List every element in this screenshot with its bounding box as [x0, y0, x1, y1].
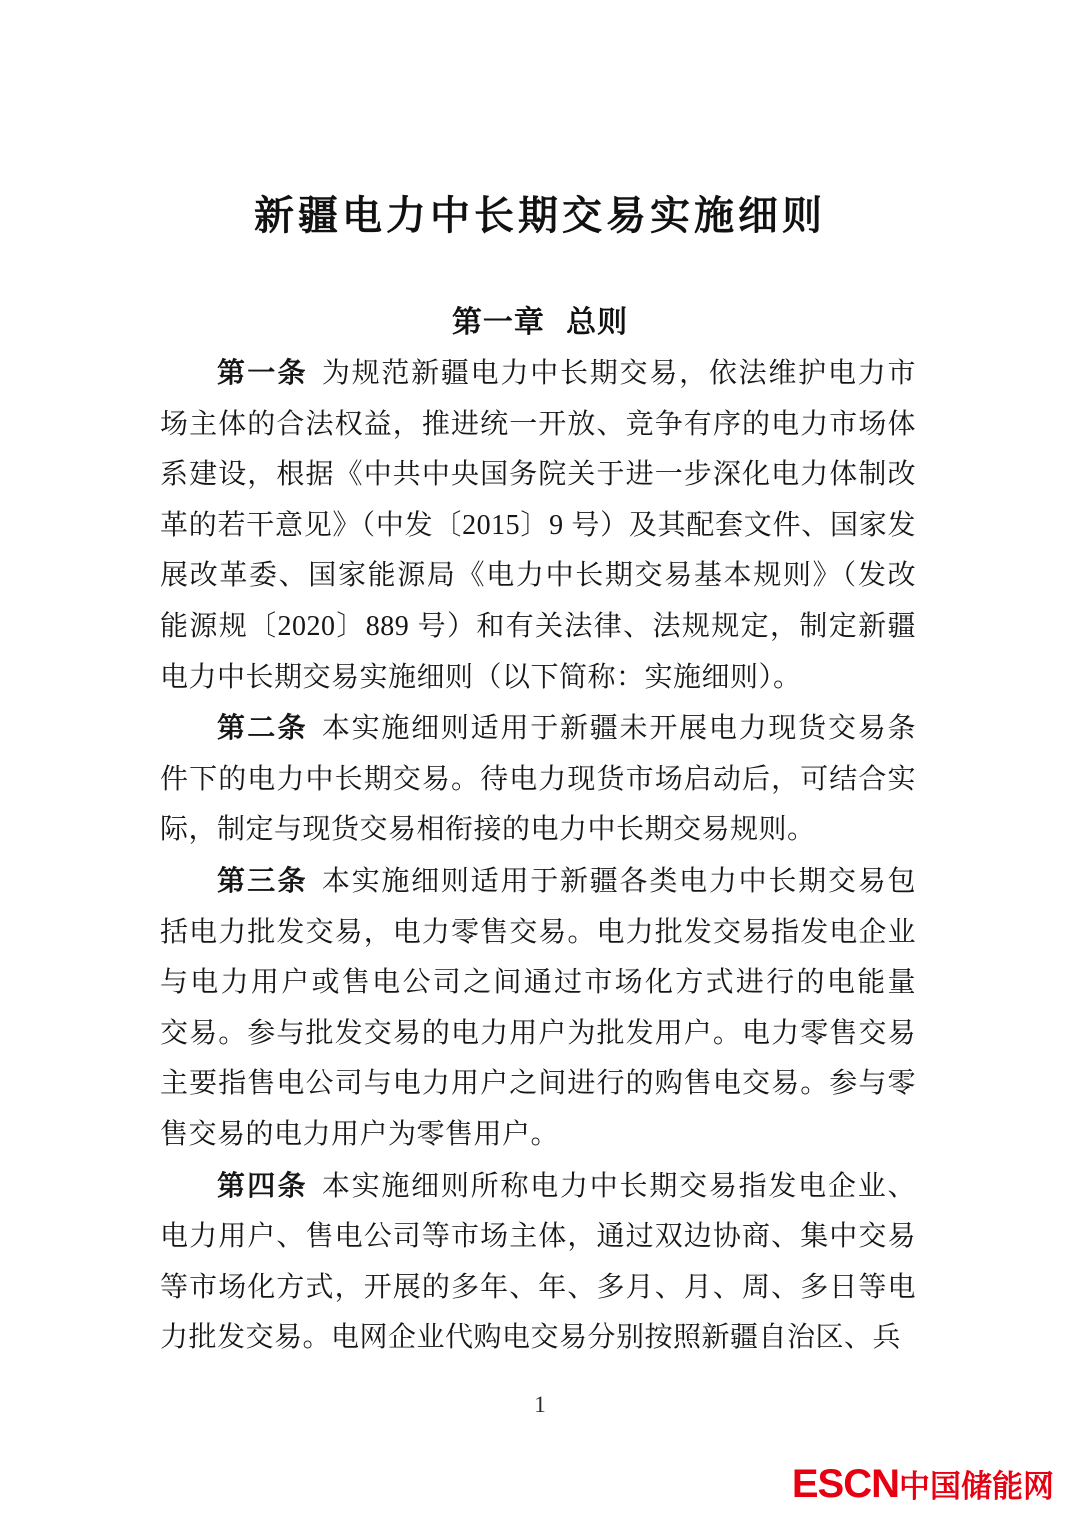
document-body [160, 348, 916, 1364]
body-line: 能源规〔2020〕889 号）和有关法律、法规规定，制定新疆 [160, 610, 916, 642]
body-line: 主要指售电公司与电力用户之间进行的购售电交易。参与零 [160, 1068, 916, 1100]
body-line: 售交易的电力用户为零售用户。 [160, 1118, 560, 1150]
body-line: 革的若干意见》（中发〔2015〕9 号）及其配套文件、国家发 [160, 509, 916, 541]
page-number: 1 [534, 1392, 546, 1417]
body-line: 际，制定与现货交易相衔接的电力中长期交易规则。 [160, 814, 816, 846]
document-title: 新疆电力中长期交易实施细则 [254, 193, 826, 238]
body-line: 件下的电力中长期交易。待电力现货市场启动后，可结合实 [160, 763, 916, 795]
escn-logo [792, 1463, 1054, 1514]
body-line: 交易。参与批发交易的电力用户为批发用户。电力零售交易 [160, 1017, 916, 1049]
body-line: 第三条 本实施细则适用于新疆各类电力中长期交易包 [217, 864, 916, 897]
body-line: 电力用户、售电公司等市场主体，通过双边协商、集中交易 [160, 1221, 916, 1253]
article-number: 第四条 [217, 1169, 308, 1201]
article-number: 第三条 [217, 864, 308, 896]
article-number: 第二条 [217, 712, 308, 744]
body-line: 第一条 为规范新疆电力中长期交易，依法维护电力市 [217, 357, 916, 389]
body-line: 第二条 本实施细则适用于新疆未开展电力现货交易条 [217, 712, 916, 745]
body-line: 力批发交易。电网企业代购电交易分别按照新疆自治区、兵 [160, 1322, 902, 1354]
escn-logo-latin: ESCN [791, 1462, 899, 1506]
chapter-heading: 第一章 总则 [451, 306, 629, 339]
body-line: 系建设，根据《中共中央国务院关于进一步深化电力体制改 [160, 459, 916, 491]
body-line: 括电力批发交易，电力零售交易。电力批发交易指发电企业 [160, 916, 916, 948]
body-line: 场主体的合法权益，推进统一开放、竞争有序的电力市场体 [160, 408, 916, 440]
body-line: 展改革委、国家能源局《电力中长期交易基本规则》（发改 [160, 560, 916, 592]
article-number: 第一条 [217, 357, 308, 388]
body-line: 电力中长期交易实施细则（以下简称：实施细则）。 [160, 661, 802, 693]
body-line: 等市场化方式，开展的多年、年、多月、月、周、多日等电 [160, 1271, 916, 1303]
escn-logo-chinese: 中国储能网 [899, 1469, 1054, 1504]
body-line: 与电力用户或售电公司之间通过市场化方式进行的电能量 [160, 967, 916, 999]
body-line: 第四条 本实施细则所称电力中长期交易指发电企业、 [217, 1169, 916, 1202]
